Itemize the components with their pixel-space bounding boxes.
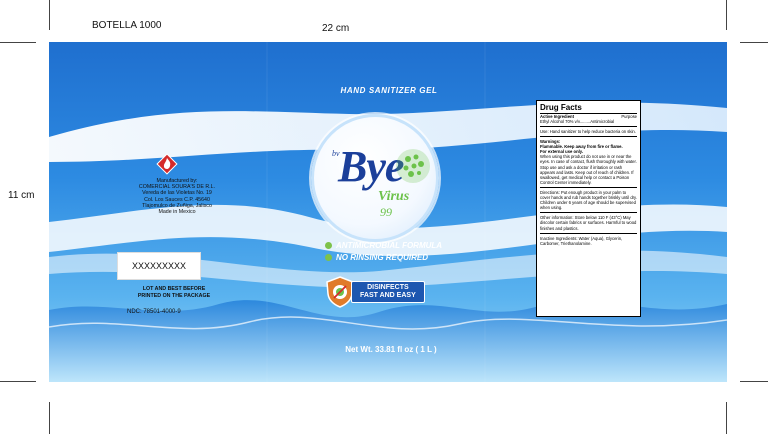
code-placeholder: XXXXXXXXX (117, 252, 201, 280)
brand-number: 99 (380, 205, 392, 219)
purpose-label: Purpose (621, 114, 637, 119)
warning-external: For external use only. (540, 149, 583, 155)
net-weight: Net Wt. 33.81 fl oz ( 1 L ) (345, 345, 437, 354)
crop-mark (49, 402, 50, 434)
crop-mark (740, 42, 768, 43)
crop-mark (740, 381, 768, 382)
manufacturer-block (107, 154, 247, 215)
manufacturer-line: Col. Los Sauces C.P. 45640 (144, 196, 210, 203)
warnings-section (540, 136, 637, 185)
lot-line: PRINTED ON THE PACKAGE (137, 292, 211, 299)
active-value: Ethyl Alcohol 70% v/v.........Antimicrobial (540, 119, 615, 124)
brand-prefix: bv (332, 149, 340, 158)
lot-info (109, 286, 239, 299)
virus-dots-icon (394, 147, 432, 185)
manufacturer-line: Vereda de las Violetas No. 19 (142, 190, 212, 197)
crop-mark (49, 0, 50, 30)
disinfects-badge (325, 276, 425, 308)
check-dot-icon (325, 254, 332, 261)
feature-item (325, 241, 442, 250)
label-artwork (49, 42, 727, 382)
feature-item (325, 253, 428, 262)
directions-section: Directions: Put enough product in your palm to cover hands and rub hands together briskly until dry. Children under 6 years of age should be supervised when using. (540, 187, 637, 210)
product-subtitle: HAND SANITIZER GEL (340, 86, 438, 95)
height-dimension: 11 cm (8, 190, 35, 201)
inactive-section: Inactive Ingredients: Water (Aqua), Glycerin, Carbomer, Triethanolamine. (540, 233, 637, 246)
feature-label: ANTIMICROBIAL FORMULA (336, 241, 443, 250)
lot-line: LOT AND BEST BEFORE (142, 286, 206, 292)
badge-text (351, 281, 425, 303)
active-label: Active Ingredient (540, 114, 574, 119)
manufacturer-line: COMERCIAL SOURA'S DE R.L. (138, 184, 216, 191)
manufacturer-line: Manufactured by: (156, 178, 198, 184)
crop-mark (726, 402, 727, 434)
drug-facts-title: Drug Facts (540, 103, 637, 114)
use-section: Use: Hand sanitizer to help reduce bacteria on skin. (540, 126, 637, 134)
warning-flammable: Flammable. Keep away from fire or flame. (540, 144, 623, 150)
check-dot-icon (325, 242, 332, 249)
feature-label: NO RINSING REQUIRED (336, 253, 429, 262)
other-info-section: Other information: Store below 110 F (43°C) May discolor certain fabrics or surfaces. Harmful to wood finishes and plastics. (540, 212, 637, 230)
drug-facts-panel (536, 100, 641, 317)
crop-mark (0, 42, 36, 43)
brand-virus: Virus (378, 189, 410, 204)
manufacturer-line: Tlajomulco de Zuñiga, Jalisco (142, 202, 212, 209)
ndc-code: NDC: 78501-4000-9 (127, 309, 181, 315)
brand-name: Bye (338, 142, 404, 191)
warning-text: When using this product do not use in or near the eyes. In case of contact, flush thoroughly with water. Stop use and ask a doctor if irritation or rash appears and lasts. Keep out of reach of children. If swallowed, get medical help or contact a Poison Control Center immediately. (540, 154, 637, 185)
manufacturer-line: Made in Mexico (158, 209, 196, 216)
badge-line: DISINFECTS (367, 284, 409, 291)
width-dimension: 22 cm (322, 23, 350, 34)
badge-line: FAST AND EASY (360, 292, 416, 299)
warnings-title: Warnings: (540, 139, 561, 145)
crop-mark (0, 381, 36, 382)
dieline-name: BOTELLA 1000 (92, 20, 162, 31)
brand-logo (311, 114, 439, 242)
crop-mark (726, 0, 727, 30)
